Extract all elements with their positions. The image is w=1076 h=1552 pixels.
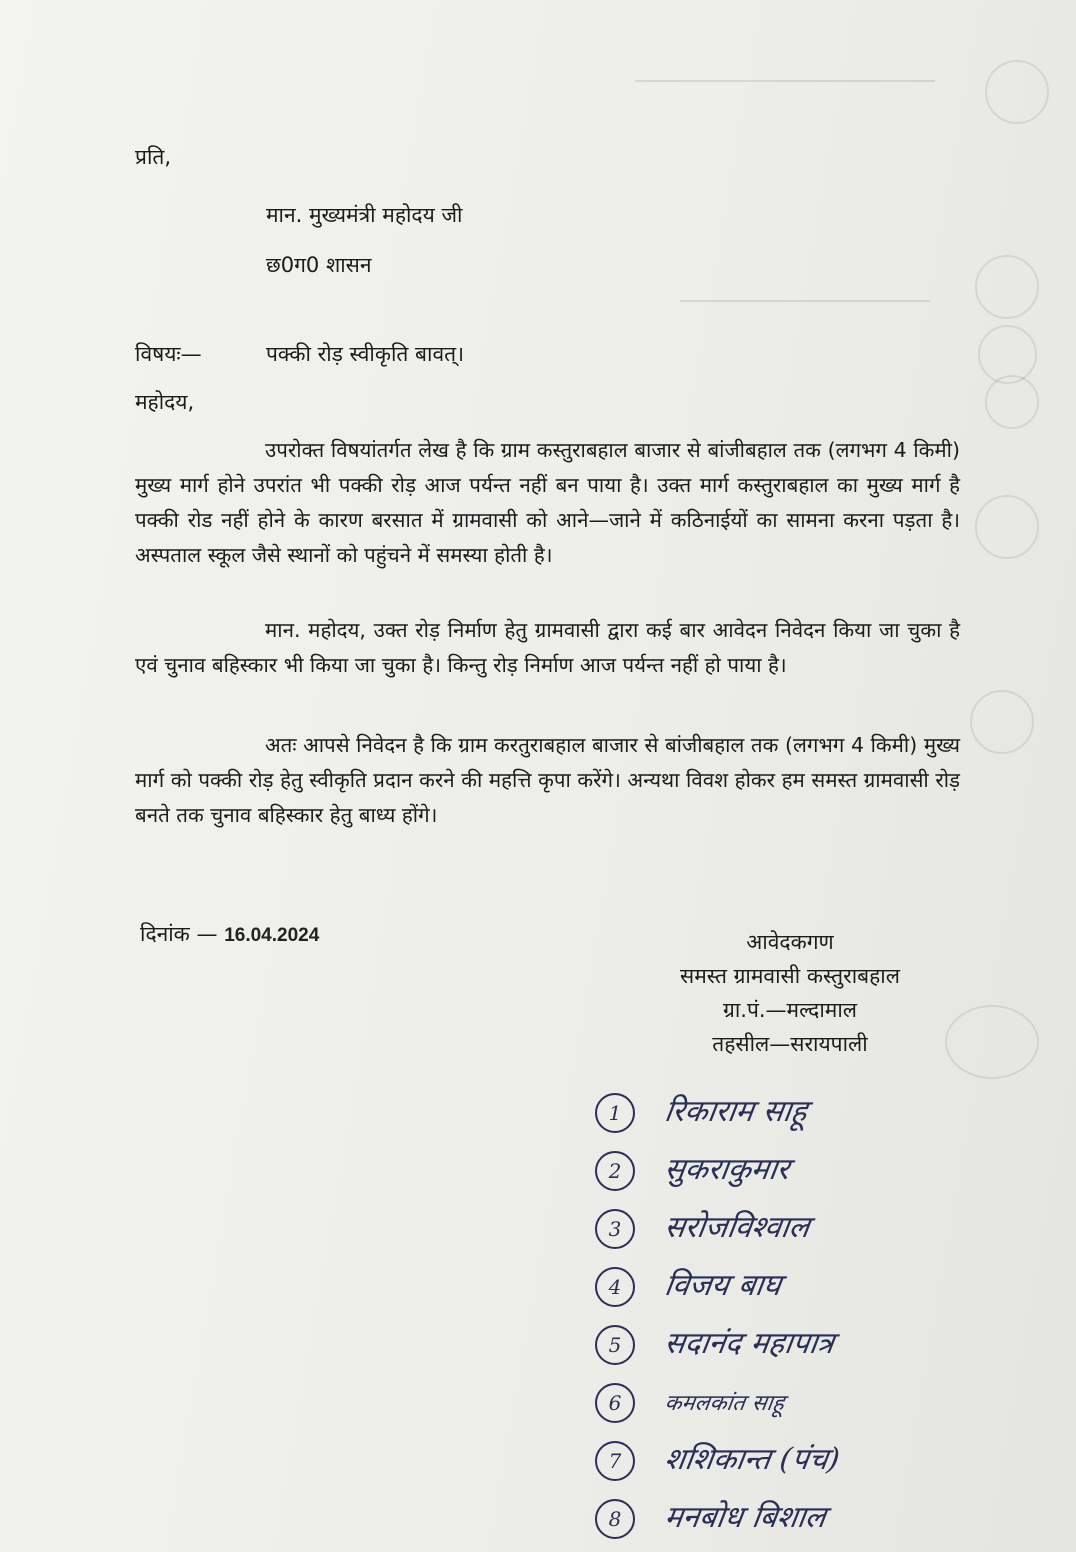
- bleed-through-mark: [985, 375, 1039, 429]
- salutation: महोदय,: [135, 390, 195, 414]
- body-paragraph: अतः आपसे निवेदन है कि ग्राम करतुराबहाल बाजार से बांजीबहाल तक (लगभग 4 किमी) मुख्य मार्ग को पक्की रोड़ हेतु स्वीकृति प्रदान करने की महत्ति कृपा करेंगे। अन्यथा विवश होकर हम समस्त ग्रामवासी रोड़ बनते तक चुनाव बहिस्कार हेतु बाध्य होंगे।: [135, 733, 960, 827]
- signature-number: 8: [595, 1499, 635, 1539]
- signature-number: 4: [595, 1267, 635, 1307]
- date-value: 16.04.2024: [224, 925, 320, 946]
- bleed-through-mark: [975, 495, 1039, 559]
- signature-number: 1: [595, 1093, 635, 1133]
- applicants-panchayat: ग्रा.पं.—मल्दामाल: [723, 998, 857, 1022]
- signature-row: [585, 1259, 1005, 1315]
- handwritten-signature: मनबोध बिशाल: [662, 1500, 829, 1535]
- signature-row: [585, 1085, 1005, 1141]
- handwritten-signature: कमलकांत साहू: [663, 1391, 786, 1416]
- signature-row: [585, 1433, 1005, 1489]
- signature-row: [585, 1317, 1005, 1373]
- bleed-through-mark: [975, 255, 1039, 319]
- bleed-through-line: [635, 80, 935, 82]
- handwritten-signature: विजय बाघ: [662, 1268, 784, 1303]
- signature-list: [585, 1085, 1005, 1552]
- signature-row: [585, 1201, 1005, 1257]
- recipient-office: छ0ग0 शासन: [266, 253, 372, 277]
- bleed-through-line: [680, 300, 930, 302]
- body-paragraph: मान. महोदय, उक्त रोड़ निर्माण हेतु ग्रामवासी द्वारा कई बार आवेदन निवेदन किया जा चुका है एवं चुनाव बहिस्कार भी किया जा चुका है। किन्तु रोड़ निर्माण आज पर्यन्त नहीं हो पाया है।: [135, 618, 960, 677]
- to-label: प्रति,: [135, 145, 172, 169]
- handwritten-signature: सदानंद महापात्र: [662, 1326, 837, 1361]
- recipient-title: मान. मुख्यमंत्री महोदय जी: [266, 203, 463, 227]
- body-paragraph: उपरोक्त विषयांतर्गत लेख है कि ग्राम कस्तुराबहाल बाजार से बांजीबहाल तक (लगभग 4 किमी) मुख्य मार्ग होने उपरांत भी पक्की रोड़ आज पर्यन्त नहीं बन पाया है। उक्त मार्ग कस्तुराबहाल का मुख्य मार्ग है पक्की रोड नहीं होने के कारण बरसात में ग्रामवासी को आने—जाने में कठिनाईयों का सामना करना पड़ता है। अस्पताल स्कूल जैसे स्थानों को पहुंचने में समस्या होती है।: [135, 438, 960, 567]
- bleed-through-mark: [970, 690, 1034, 754]
- subject-label: विषयः—: [135, 342, 202, 366]
- signature-row: [585, 1491, 1005, 1547]
- signature-number: 2: [595, 1151, 635, 1191]
- signature-number: 6: [595, 1383, 635, 1423]
- handwritten-signature: सुकराकुमार: [662, 1152, 792, 1187]
- applicants-title: आवेदकगण: [746, 930, 834, 954]
- handwritten-signature: रिकाराम साहू: [662, 1094, 810, 1129]
- subject-text: पक्की रोड़ स्वीकृति बावत्।: [266, 342, 465, 366]
- recipient-block: [266, 190, 462, 290]
- signature-number: 5: [595, 1325, 635, 1365]
- applicants-tehsil: तहसील—सरायपाली: [712, 1032, 868, 1056]
- date-row: [140, 920, 319, 948]
- handwritten-signature: सरोजविश्वाल: [662, 1210, 812, 1245]
- signature-number: 7: [595, 1441, 635, 1481]
- applicants-village: समस्त ग्रामवासी कस्तुराबहाल: [680, 964, 900, 988]
- signature-row: [585, 1375, 1005, 1431]
- signature-number: 3: [595, 1209, 635, 1249]
- bleed-through-mark: [985, 60, 1049, 124]
- handwritten-signature: शशिकान्त (पंच): [662, 1442, 842, 1477]
- date-label: दिनांक —: [140, 922, 218, 946]
- signature-row: [585, 1143, 1005, 1199]
- applicants-block: [620, 925, 960, 1061]
